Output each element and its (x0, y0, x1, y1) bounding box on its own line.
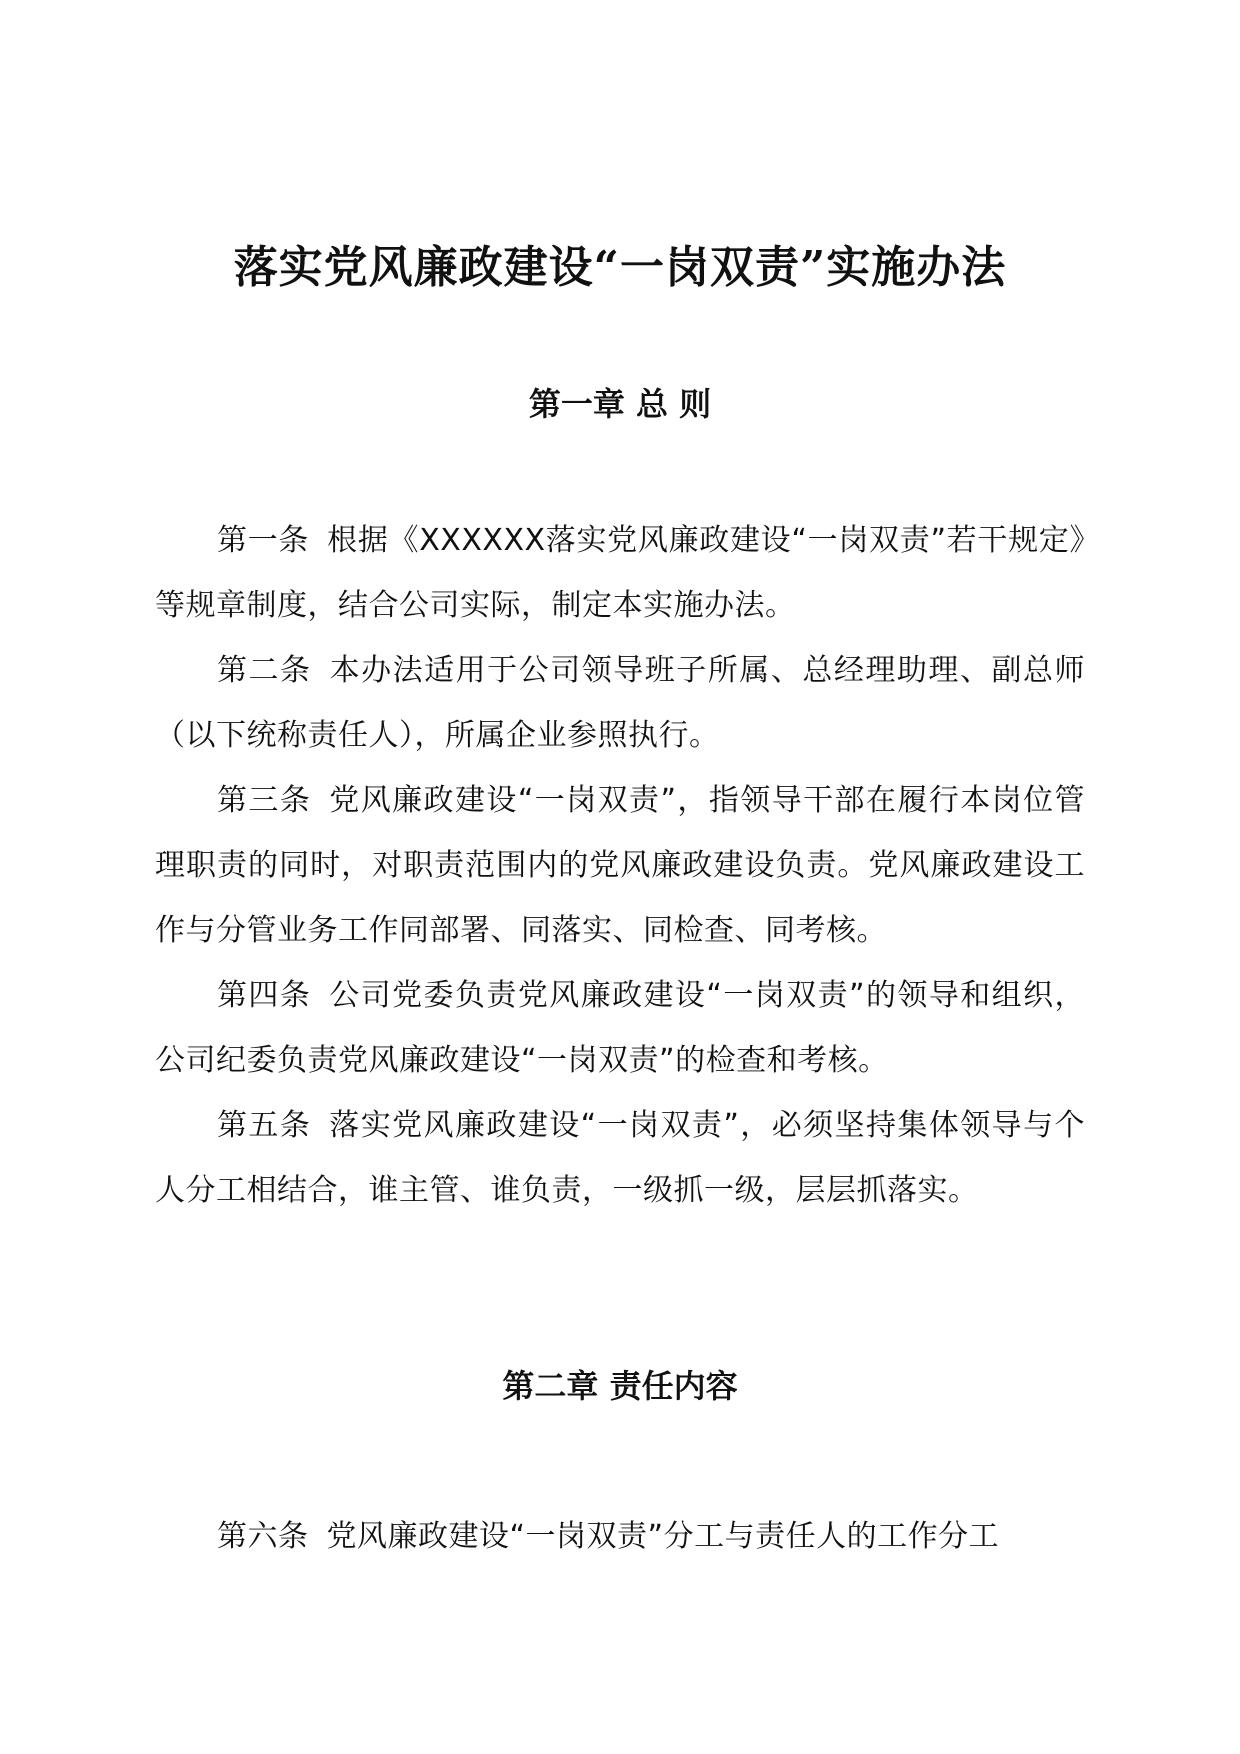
article-number: 第四条 (217, 978, 312, 1013)
chapter-heading: 第二章 责任内容 (502, 1367, 738, 1405)
article-number: 第二条 (217, 653, 312, 688)
article-paragraph (155, 768, 1085, 963)
article-paragraph (155, 1504, 1085, 1569)
article-number: 第五条 (217, 1108, 312, 1143)
article-text: 党风廉政建设“一岗双责”分工与责任人的工作分工 (326, 1519, 1000, 1554)
article-text: 公司党委负责党风廉政建设“一岗双责”的领导和组织，公司纪委负责党风廉政建设“一岗双责”的检查和考核。 (155, 978, 1086, 1078)
article-number: 第一条 (217, 523, 310, 558)
article-number: 第三条 (217, 783, 312, 818)
chapter-body (155, 508, 1085, 1223)
document-title: 落实党风廉政建设“一岗双责”实施办法 (233, 242, 1007, 293)
article-text: 根据《XXXXXX落实党风廉政建设“一岗双责”若干规定》等规章制度，结合公司实际，制定本实施办法。 (155, 523, 1086, 623)
article-paragraph (155, 963, 1085, 1093)
article-number: 第六条 (217, 1519, 309, 1554)
article-paragraph (155, 508, 1085, 638)
article-text: 本办法适用于公司领导班子所属、总经理助理、副总师（以下统称责任人），所属企业参照执行。 (155, 653, 1086, 753)
article-text: 落实党风廉政建设“一岗双责”，必须坚持集体领导与个人分工相结合，谁主管、谁负责，一级抓一级，层层抓落实。 (155, 1108, 1086, 1208)
article-text: 党风廉政建设“一岗双责”，指领导干部在履行本岗位管理职责的同时，对职责范围内的党风廉政建设负责。党风廉政建设工作与分管业务工作同部署、同落实、同检查、同考核。 (155, 783, 1086, 948)
article-paragraph (155, 1093, 1085, 1223)
chapter-body (155, 1504, 1085, 1569)
article-paragraph (155, 638, 1085, 768)
chapter-heading: 第一章 总 则 (528, 385, 712, 423)
